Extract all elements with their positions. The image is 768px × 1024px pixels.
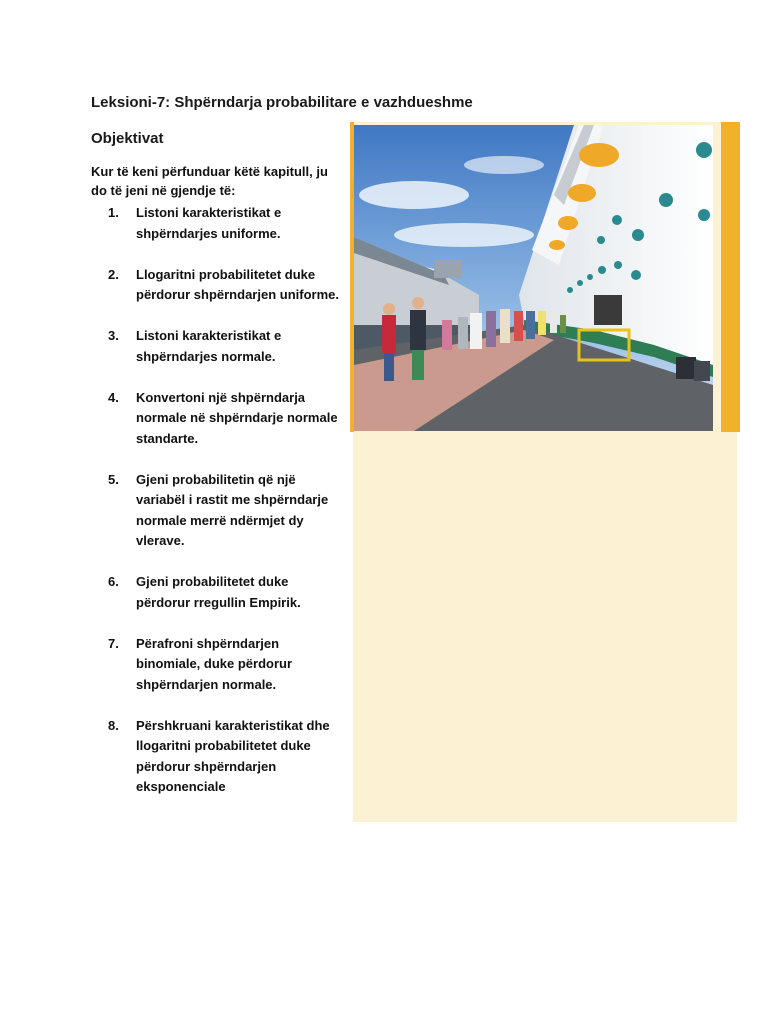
list-item bbox=[108, 634, 343, 696]
list-item-text: Listoni karakteristikat e shpërndarjes uniforme. bbox=[136, 205, 282, 241]
list-item bbox=[108, 265, 343, 306]
list-item bbox=[108, 388, 343, 450]
list-item bbox=[108, 326, 343, 367]
list-item bbox=[108, 470, 343, 552]
list-item-text: Gjeni probabilitetin që një variabël i rastit me shpërndarje normale merrë ndërmjet dy vlerave. bbox=[136, 471, 329, 548]
cruise-ship-photo bbox=[354, 125, 713, 431]
list-item-number: 1. bbox=[108, 205, 119, 220]
list-item bbox=[108, 572, 343, 613]
page-title: Leksioni-7: Shpërndarja probabilitare e vazhdueshme bbox=[91, 94, 473, 111]
cruise-ship-dock-photo-icon bbox=[354, 125, 713, 431]
list-item-text: Gjeni probabilitetet duke përdorur rregullin Empirik. bbox=[136, 574, 301, 610]
list-item-number: 6. bbox=[108, 574, 119, 589]
intro-text: Kur të keni përfunduar këtë kapitull, ju do të jeni në gjendje të: bbox=[91, 164, 328, 198]
list-item-number: 8. bbox=[108, 717, 119, 733]
list-item-text: Përafroni shpërndarjen binomiale, duke përdorur shpërndarjen normale. bbox=[136, 635, 293, 692]
list-item-text: Listoni karakteristikat e shpërndarjes normale. bbox=[136, 328, 282, 364]
list-item-number: 5. bbox=[108, 471, 119, 487]
list-item-number: 4. bbox=[108, 389, 119, 405]
list-item-text: Llogaritni probabilitetet duke përdorur shpërndarjen uniforme. bbox=[136, 266, 339, 302]
list-item-number: 2. bbox=[108, 266, 119, 282]
list-item bbox=[108, 716, 343, 798]
section-heading: Objektivat bbox=[91, 130, 164, 147]
list-item bbox=[108, 203, 343, 244]
objectives-list bbox=[108, 203, 343, 818]
list-item-text: Përshkruani karakteristikat dhe llogaritni probabilitetet duke përdorur shpërndarjen eksponenciale bbox=[136, 717, 330, 794]
list-item-number: 3. bbox=[108, 328, 119, 343]
accent-bar-right bbox=[721, 122, 740, 432]
list-item-text: Konvertoni një shpërndarja normale në shpërndarje normale standarte. bbox=[136, 389, 338, 446]
list-item-number: 7. bbox=[108, 635, 119, 651]
